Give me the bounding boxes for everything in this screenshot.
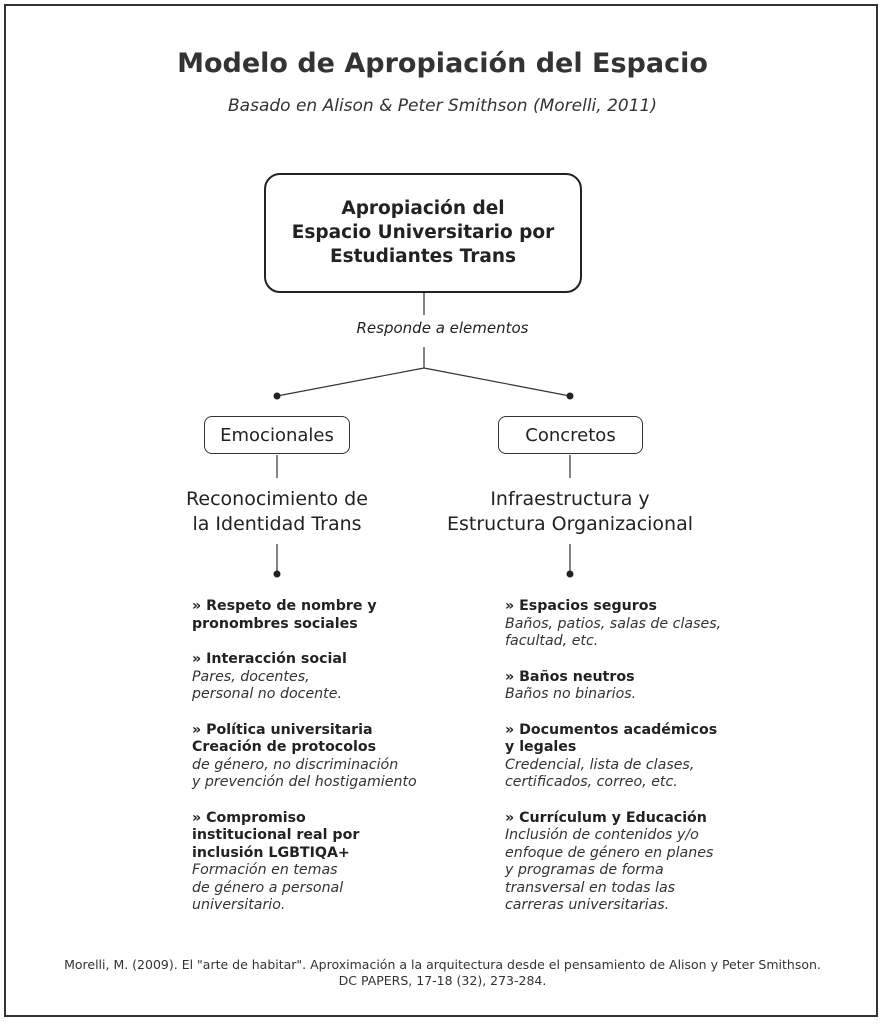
item-description: Inclusión de contenidos y/o [505,827,699,843]
list-item [192,810,442,915]
list-item [192,651,442,704]
list-dot-left [274,571,281,578]
item-description: Credencial, lista de clases, [505,756,695,773]
branch-dot-right [567,393,574,400]
item-heading: Creación de protocolos [192,739,377,755]
item-heading: institucional real por [192,827,360,843]
branch-title-concretos [420,487,720,537]
list-item [505,598,765,651]
diagram-subtitle: Basado en Alison & Peter Smithson (Morelli, 2011) [228,96,657,116]
branch-node-concretos [498,416,643,454]
list-item [505,722,765,792]
item-description: y programas de forma [505,862,664,878]
list-item [192,722,442,792]
reference-citation [0,957,885,989]
diagram-title: Modelo de Apropiación del Espacio [177,48,708,79]
root-node-line: Apropiación del [341,198,505,219]
reference-line: DC PAPERS, 17-18 (32), 273-284. [338,973,547,988]
item-description: de género a personal [192,879,344,896]
branch-title-line: Infraestructura y [490,488,650,510]
branch-node-label: Emocionales [220,424,334,446]
list-item [192,598,442,633]
branch-node-label: Concretos [525,424,616,446]
item-description: carreras universitarias. [505,897,670,913]
item-description: facultad, etc. [505,633,599,649]
branch-line-right [424,368,570,396]
branch-title-emocionales [137,487,417,537]
branch-title-line: Reconocimiento de [186,488,368,510]
item-heading: » Respeto de nombre y [192,598,377,614]
item-description: certificados, correo, etc. [505,774,678,790]
item-description: Pares, docentes, [192,668,310,685]
item-description: transversal en todas las [505,879,676,896]
list-dot-right [567,571,574,578]
branch-title-line: la Identidad Trans [192,513,362,535]
item-heading: » Currículum y Educación [505,809,707,826]
item-heading: inclusión LGBTIQA+ [192,844,350,861]
branch-dot-left [274,393,281,400]
item-heading: » Documentos académicos [505,721,718,738]
item-heading: » Compromiso [192,809,306,826]
item-description: personal no docente. [192,686,342,702]
reference-line: Morelli, M. (2009). El "arte de habitar". Aproximación a la arquitectura desde el pensamiento de Alison y Peter Smithson. [64,957,821,972]
item-description: y prevención del hostigamiento [192,774,417,790]
item-description: enfoque de género en planes [505,844,714,861]
item-description: Baños no binarios. [505,686,637,702]
item-heading: y legales [505,739,577,755]
root-node-line: Estudiantes Trans [329,246,517,267]
branch-title-line: Estructura Organizacional [446,513,694,535]
connector-label: Responde a elementos [356,319,529,337]
items-list-concretos [505,598,765,933]
item-heading: » Baños neutros [505,668,635,685]
item-description: universitario. [192,897,286,913]
list-item [505,810,765,915]
item-heading: pronombres sociales [192,615,358,632]
item-heading: » Interacción social [192,651,347,667]
item-heading: » Política universitaria [192,721,373,738]
item-heading: » Espacios seguros [505,598,657,614]
root-node [264,173,582,293]
item-description: Baños, patios, salas de clases, [505,615,722,632]
branch-line-left [277,368,424,396]
list-item [505,669,765,704]
root-node-line: Espacio Universitario por [291,222,555,243]
items-list-emocionales [192,598,442,933]
item-description: Formación en temas [192,862,338,878]
branch-node-emocionales [204,416,350,454]
item-description: de género, no discriminación [192,756,399,773]
